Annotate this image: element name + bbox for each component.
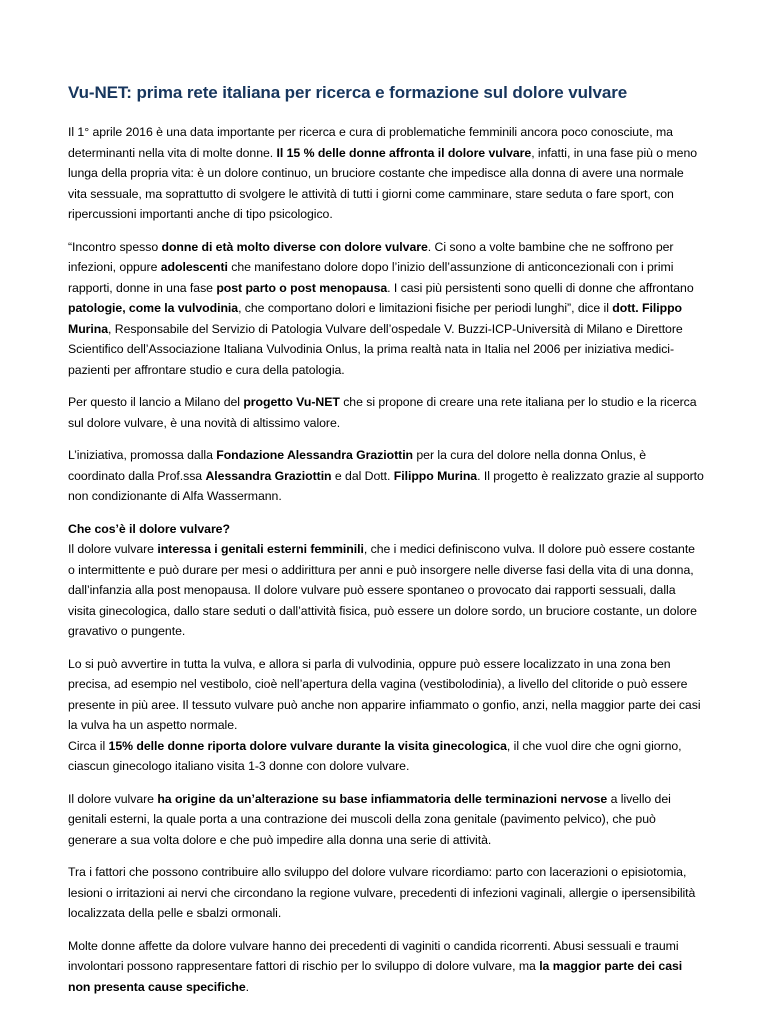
text-run: Il dolore vulvare: [68, 542, 158, 556]
bold-text-run: Il 15 % delle donne affronta il dolore vulvare: [276, 145, 532, 160]
text-run: , che comportano dolori e limitazioni fisiche per periodi lunghi”, dice il: [238, 301, 613, 315]
paragraph-factors: [68, 862, 704, 924]
paragraph-initiative: [68, 445, 704, 507]
text-run: che manifestano dolore dopo l’inizio dell’assunzione di anticoncezionali con i primi rapporti, donne in una fase: [68, 260, 674, 295]
text-run: e dal Dott.: [331, 468, 394, 483]
text-run: a livello dei genitali esterni, la quale porta a una contrazione dei muscoli della zona genitale (pavimento pelvico), che può generare a sua volta dolore e che può impedire alla donna una serie di attività.: [68, 791, 671, 847]
paragraph-history: [68, 936, 704, 998]
text-run: .: [245, 979, 249, 994]
document-page: [68, 82, 704, 1009]
text-run: Circa il: [68, 738, 109, 753]
bold-text-run: Fondazione Alessandra Graziottin: [216, 448, 414, 462]
document-title: Vu-NET: prima rete italiana per ricerca e formazione sul dolore vulvare: [68, 83, 628, 102]
text-run: . Il progetto è realizzato grazie al supporto non condizionante di Alfa Wassermann.: [68, 468, 704, 503]
text-run: , infatti, in una fase più o meno lunga della propria vita: è un dolore continuo, un bruciore costante che impedisce alla donna di avere una normale vita sessuale, ma soprattutto di svolgere le attività di tutti i giorni come camminare, stare seduta o fare sport, con ripercussioni importanti anche di tipo psicologico.: [68, 145, 698, 221]
bold-text-run: adolescenti: [160, 260, 228, 274]
paragraph-intro: [68, 122, 704, 225]
bold-text-run: interessa i genitali esterni femminili: [157, 542, 364, 556]
bold-text-run: Filippo Murina: [393, 468, 478, 483]
bold-text-run: post parto o post menopausa: [216, 280, 388, 295]
text-run: per la cura del dolore nella donna Onlus, è coordinato dalla Prof.ssa: [68, 448, 646, 483]
text-run: , Responsabile del Servizio di Patologia Vulvare dell’ospedale V. Buzzi-ICP-Università di Milano e Direttore Scientifico dell’Associazione Italiana Vulvodinia Onlus, la prima realtà nata in Italia nel 2006 per iniziativa medici-pazienti per affrontare studio e cura della patologia.: [68, 321, 683, 377]
text-run: Per questo il lancio a Milano del: [68, 395, 244, 409]
paragraph-location: [68, 654, 704, 736]
paragraph-definition: [68, 539, 704, 642]
bold-text-run: Alessandra Graziottin: [205, 468, 332, 483]
text-run: Tra i fattori che possono contribuire allo sviluppo del dolore vulvare ricordiamo: parto con lacerazioni o episiotomia, lesioni o irritazioni ai nervi che circondano la regione vulvare, precedenti di infezioni vaginali, allergie o ipersensibilità localizzata della pelle e sbalzi ormonali.: [68, 865, 696, 920]
text-run: , il che vuol dire che ogni giorno, ciascun ginecologo italiano visita 1-3 donne con dolore vulvare.: [68, 738, 682, 773]
text-run: . Ci sono a volte bambine che ne soffrono per infezioni, oppure: [68, 239, 674, 274]
text-run: L’iniziativa, promossa dalla: [68, 448, 217, 462]
text-run: , che i medici definiscono vulva. Il dolore può essere costante o intermittente e può durare per mesi o addirittura per anni e può insorgere nelle diverse fasi della vita di una donna, dall’infanzia alla post menopausa. Il dolore vulvare può essere spontaneo o provocato dai rapporti sessuali, dalla visita ginecologica, dallo stare seduti o dall’attività fisica, può essere un dolore sordo, un bruciore costante, un dolore gravativo o pungente.: [68, 542, 697, 638]
section-heading: Che cos’è il dolore vulvare?: [68, 521, 230, 536]
bold-text-run: donne di età molto diverse con dolore vulvare: [161, 239, 428, 254]
text-run: . I casi più persistenti sono quelli di donne che affrontano: [387, 280, 694, 295]
bold-text-run: progetto Vu-NET: [243, 395, 340, 409]
bold-text-run: dott. Filippo Murina: [68, 301, 682, 336]
paragraph-origin: [68, 789, 704, 851]
text-run: “Incontro spesso: [68, 239, 162, 254]
bold-text-run: patologie, come la vulvodinia: [68, 301, 239, 315]
text-run: Il 1° aprile 2016 è una data importante per ricerca e cura di problematiche femminili ancora poco conosciute, ma determinanti nella vita di molte donne.: [68, 125, 673, 160]
paragraph-statistic: [68, 736, 704, 777]
bold-text-run: la maggior parte dei casi non presenta cause specifiche: [68, 959, 683, 994]
text-run: Il dolore vulvare: [68, 791, 158, 806]
section-heading-wrapper: [68, 519, 704, 540]
paragraph-quote: [68, 237, 704, 381]
bold-text-run: 15% delle donne riporta dolore vulvare durante la visita ginecologica: [108, 738, 507, 753]
paragraph-project: [68, 392, 704, 433]
bold-text-run: ha origine da un’alterazione su base infiammatoria delle terminazioni nervose: [157, 791, 608, 806]
text-run: che si propone di creare una rete italiana per lo studio e la ricerca sul dolore vulvare, è una novità di altissimo valore.: [68, 395, 697, 430]
text-run: Lo si può avvertire in tutta la vulva, e allora si parla di vulvodinia, oppure può essere localizzato in una zona ben precisa, ad esempio nel vestibolo, cioè nell’apertura della vagina (vestibolodinia), a livello del clitoride o può essere presente in più aree. Il tessuto vulvare può anche non apparire infiammato o gonfio, anzi, nella maggior parte dei casi la vulva ha un aspetto normale.: [68, 656, 701, 732]
text-run: Molte donne affette da dolore vulvare hanno dei precedenti di vaginiti o candida ricorrenti. Abusi sessuali e traumi involontari possono rappresentare fattori di rischio per lo sviluppo di dolore vulvare, ma: [68, 938, 679, 973]
